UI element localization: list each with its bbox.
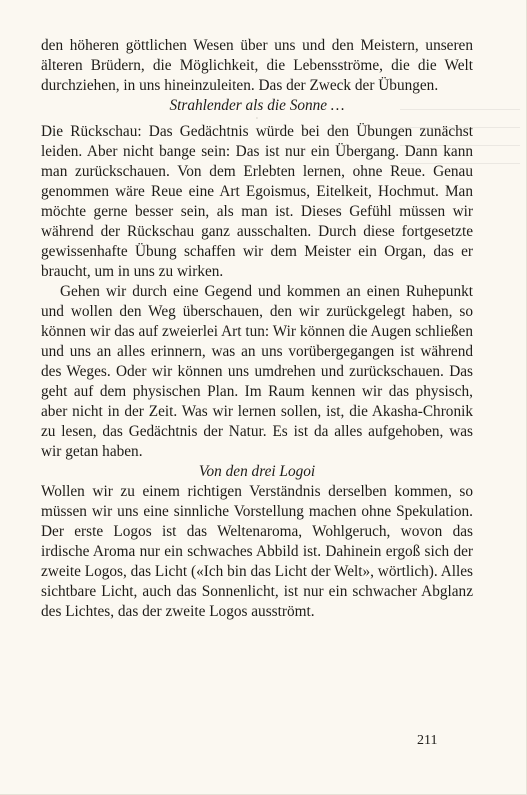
paragraph-logoi: Wollen wir zu einem richtigen Verständnis derselben kommen, so müssen wir uns eine sinnliche Vorstellung machen ohne Spekulation. Der erste Logos ist das Weltenaroma, Wohlgeruch, wovon das irdische Aroma nur ein schwaches Abbild ist. Dahinein ergoß sich der zweite Logos, das Licht («Ich bin das Licht der Welt», wörtlich). Alles sichtbare Licht, auch das Sonnenlicht, ist nur ein schwacher Abglanz des Lichtes, das der zweite Logos ausströmt.: [41, 483, 473, 620]
page-text: [41, 36, 473, 622]
section-heading-logoi: Von den drei Logoi: [198, 463, 316, 480]
section-heading-strahlender: Strahlender als die Sonne …: [169, 97, 345, 114]
paragraph-continuation: den höheren göttlichen Wesen über uns und den Meistern, unseren älteren Brüdern, die Möglichkeit, die Lebensströme, die die Welt durchziehen, in uns hineinzuleiten. Das der Zweck der Übungen.: [41, 37, 473, 94]
paragraph-rueckschau: Die Rückschau: Das Gedächtnis würde bei den Übungen zunächst leiden. Aber nicht bange sein: Das ist nur ein Übergang. Dann kann man zurückschauen. Von dem Erlebten lernen, ohne Reue. Genau genommen wäre Reue eine Art Egoismus, Eitelkeit, Hochmut. Man möchte gerne besser sein, als man ist. Dieses Gefühl müssen wir während der Rückschau ganz ausschalten. Durch diese fortgesetzte gewissenhafte Übung schaffen wir dem Meister ein Organ, das er braucht, um in uns zu wirken.: [41, 123, 473, 280]
heading-ornament: ·: [255, 114, 259, 123]
paragraph-gegend: Gehen wir durch eine Gegend und kommen an einen Ruhepunkt und wollen den Weg überschauen, den wir zurückgelegt haben, so können wir das auf zweierlei Art tun: Wir können die Augen schließen und uns an alles erinnern, was an uns vorübergegangen ist während des Weges. Oder wir können uns umdrehen und zurückschauen. Das geht auf dem physischen Plan. Im Raum kennen wir das physisch, aber nicht in der Zeit. Was wir lernen sollen, ist, die Akasha-Chronik zu lesen, das Gedächtnis der Natur. Es ist da alles aufgehoben, was wir getan haben.: [41, 283, 473, 460]
page-number: 211: [417, 733, 438, 748]
